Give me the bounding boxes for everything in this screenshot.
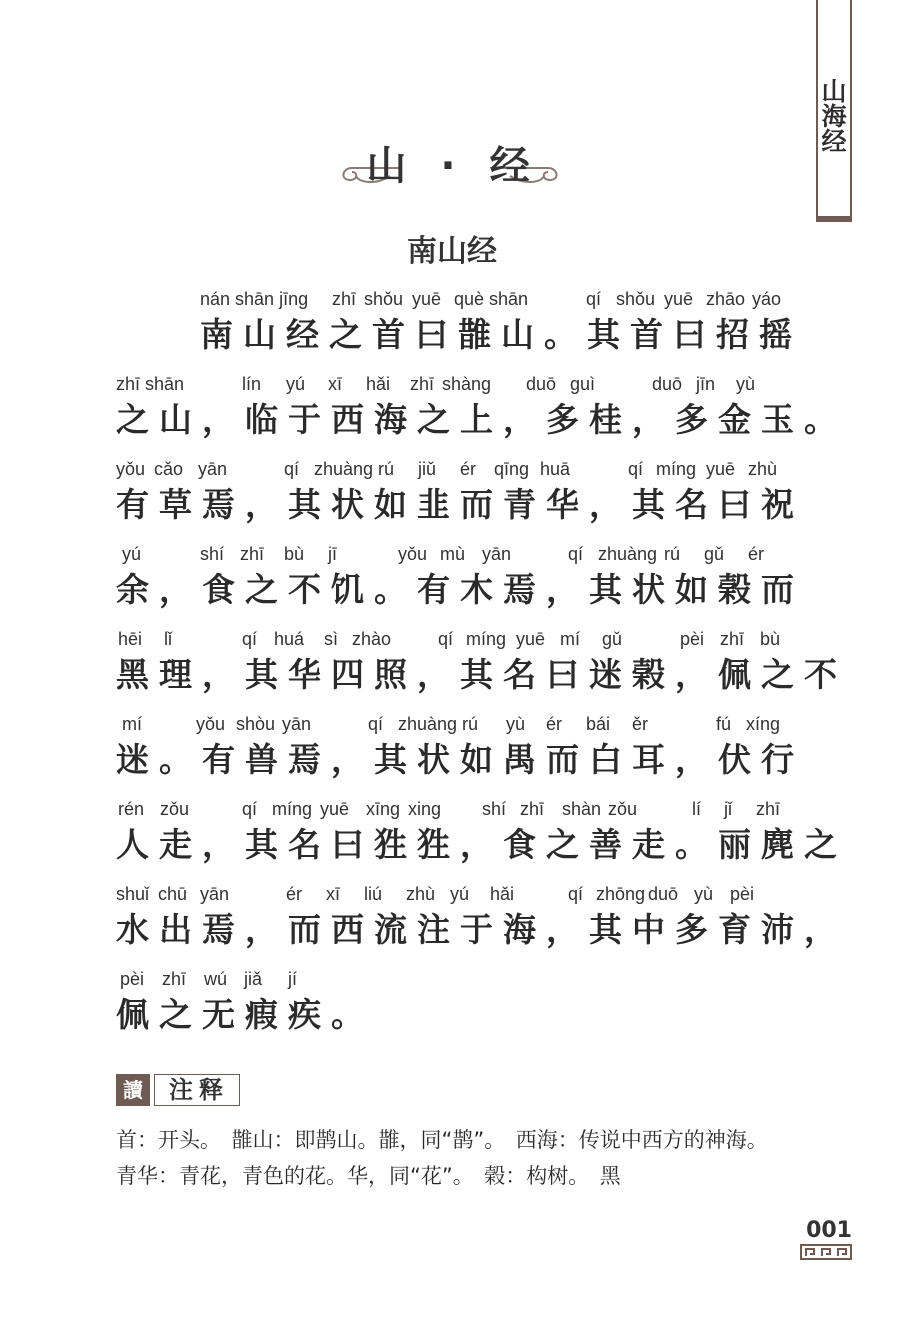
pinyin-syllable: xī [326, 884, 341, 904]
pinyin-syllable: mí [122, 714, 142, 734]
pinyin-syllable: ér [286, 884, 303, 904]
pinyin-syllable: zhī [756, 799, 781, 819]
pinyin-syllable: duō [652, 374, 683, 394]
pinyin-syllable: zhù [406, 884, 436, 904]
pinyin-syllable: pèi [680, 629, 705, 649]
pinyin-syllable: zhāo [706, 289, 746, 309]
pinyin-syllable: qí [568, 544, 584, 564]
pinyin-syllable: jiǔ [418, 459, 437, 479]
pinyin-syllable: qīng [494, 459, 530, 479]
pinyin-syllable: zhī [332, 289, 357, 309]
pinyin-syllable: yù [694, 884, 714, 904]
notes-text: 首：开头。 䧿山：即鹊山。䧿，同“鹊”。 西海：传说中西方的神海。 青华：青花，青色的花。华，同“花”。 榖：构树。 黑 [116, 1128, 779, 1188]
pinyin-syllable: shàn [562, 799, 602, 819]
text-line [116, 374, 847, 459]
pinyin-syllable: qí [568, 884, 584, 904]
notes-label: 注释 [154, 1074, 240, 1106]
pinyin-syllable: shí [482, 799, 507, 819]
pinyin-syllable: zhuàng [314, 459, 374, 479]
pinyin-syllable: yuē [664, 289, 694, 309]
pinyin-syllable: rú [664, 544, 681, 564]
pinyin-syllable: xíng [746, 714, 781, 734]
pinyin-syllable: yú [122, 544, 142, 564]
pinyin-syllable: pèi [120, 969, 145, 989]
pinyin-syllable: qí [242, 799, 258, 819]
pinyin-syllable: yuē [516, 629, 546, 649]
pinyin-syllable: rén [118, 799, 145, 819]
pinyin-row [116, 714, 792, 740]
pinyin-syllable: yú [450, 884, 470, 904]
pinyin-syllable: bái [586, 714, 611, 734]
pinyin-syllable: míng [466, 629, 507, 649]
pinyin-row [116, 799, 792, 825]
pinyin-syllable: yǒu [196, 714, 226, 734]
pinyin-row [116, 289, 792, 315]
pinyin-syllable: hǎi [366, 374, 391, 394]
pinyin-syllable: zhī [520, 799, 545, 819]
pinyin-syllable: zǒu [608, 799, 638, 819]
pinyin-syllable: yáo [752, 289, 782, 309]
pinyin-syllable: jīn [696, 374, 716, 394]
pinyin-syllable: qí [368, 714, 384, 734]
pinyin-syllable: shàng [442, 374, 492, 394]
pinyin-syllable: qí [242, 629, 258, 649]
pinyin-syllable: hēi [118, 629, 143, 649]
pinyin-syllable: mù [440, 544, 466, 564]
pinyin-syllable: yú [286, 374, 306, 394]
pinyin-syllable: jiǎ [244, 969, 263, 989]
pinyin-syllable: yǒu [116, 459, 146, 479]
pinyin-syllable: ér [546, 714, 563, 734]
text-line [116, 884, 847, 969]
pinyin-syllable: zhī [720, 629, 745, 649]
pinyin-syllable: shuǐ [116, 884, 150, 904]
hanzi-row: 佩之无瘕疾。 [116, 995, 374, 1034]
hanzi-row: 余，食之不饥。有木焉，其状如榖而 [116, 570, 804, 609]
pinyin-syllable: zhī [410, 374, 435, 394]
text-line [116, 714, 804, 799]
pinyin-syllable: ér [460, 459, 477, 479]
pinyin-syllable: yān [200, 884, 230, 904]
pinyin-syllable: zhuàng [398, 714, 458, 734]
hanzi-row: 迷。有兽焉，其状如禺而白耳，伏行 [116, 740, 804, 779]
page-number: 001 [806, 1218, 852, 1243]
hanzi-row: 水出焉，而西流注于海，其中多育沛， [116, 910, 847, 949]
pinyin-syllable: sì [324, 629, 339, 649]
pinyin-syllable: huā [540, 459, 571, 479]
pinyin-syllable: nán shān jīng [200, 289, 309, 309]
pinyin-syllable: lín [242, 374, 262, 394]
pinyin-syllable: hǎi [490, 884, 515, 904]
pinyin-syllable: qí [438, 629, 454, 649]
pinyin-syllable: shí [200, 544, 225, 564]
pinyin-syllable: liú [364, 884, 383, 904]
pinyin-syllable: guì [570, 374, 596, 394]
side-chapter-title: 山海经 [818, 78, 847, 153]
hanzi-row: 人走，其名曰狌狌，食之善走。丽麂之 [116, 825, 847, 864]
pinyin-syllable: bù [284, 544, 305, 564]
pinyin-syllable: ěr [632, 714, 649, 734]
pinyin-syllable: huá [274, 629, 305, 649]
pinyin-syllable: rú [462, 714, 479, 734]
pinyin-syllable: xing [408, 799, 442, 819]
pinyin-syllable: lí [692, 799, 701, 819]
pinyin-row [116, 374, 792, 400]
side-chapter-tab [816, 0, 852, 222]
pinyin-syllable: zǒu [160, 799, 190, 819]
hanzi-row: 黑理，其华四照，其名曰迷榖，佩之不 [116, 655, 847, 694]
pinyin-syllable: zhī shān [116, 374, 185, 394]
pinyin-syllable: pèi [730, 884, 755, 904]
pinyin-syllable: míng [656, 459, 697, 479]
hanzi-row: 之山，临于西海之上，多桂，多金玉。 [116, 400, 847, 439]
pinyin-syllable: yān [198, 459, 228, 479]
text-line [116, 969, 792, 1054]
text-line [116, 629, 847, 714]
chapter-heading [330, 128, 570, 198]
pinyin-row [116, 969, 792, 995]
pinyin-syllable: yǒu [398, 544, 428, 564]
text-line [116, 459, 804, 544]
pinyin-syllable: yù [506, 714, 526, 734]
pinyin-row [116, 884, 792, 910]
pinyin-syllable: zhōng [596, 884, 646, 904]
pinyin-syllable: xīng [366, 799, 401, 819]
fret-ornament-icon [800, 1244, 852, 1260]
pinyin-syllable: shòu [236, 714, 276, 734]
pinyin-syllable: qí [586, 289, 602, 309]
pinyin-syllable: shǒu [364, 289, 404, 309]
pinyin-syllable: qí [284, 459, 300, 479]
pinyin-syllable: gǔ [602, 629, 623, 649]
text-line [116, 544, 804, 629]
text-line [116, 799, 847, 884]
pinyin-syllable: bù [760, 629, 781, 649]
pinyin-syllable: yān [282, 714, 312, 734]
pinyin-syllable: yuē [412, 289, 442, 309]
chapter-title: 山·经 [366, 143, 564, 189]
pinyin-syllable: yuē [706, 459, 736, 479]
pinyin-syllable: què shān [454, 289, 529, 309]
hanzi-row: 有草焉，其状如韭而青华，其名曰祝 [116, 485, 804, 524]
main-text [116, 289, 847, 1054]
pinyin-syllable: jǐ [724, 799, 732, 819]
pinyin-syllable: gǔ [704, 544, 725, 564]
section-title: 南山经 [407, 234, 497, 269]
pinyin-syllable: jí [288, 969, 297, 989]
notes-icon: 讀 [116, 1074, 150, 1106]
pinyin-syllable: wú [204, 969, 228, 989]
pinyin-syllable: zhuàng [598, 544, 658, 564]
pinyin-syllable: qí [628, 459, 644, 479]
pinyin-syllable: xī [328, 374, 343, 394]
pinyin-syllable: zhī [162, 969, 187, 989]
pinyin-syllable: zhào [352, 629, 392, 649]
pinyin-row [116, 629, 792, 655]
pinyin-syllable: zhù [748, 459, 778, 479]
pinyin-syllable: chū [158, 884, 188, 904]
pinyin-syllable: shǒu [616, 289, 656, 309]
pinyin-syllable: mí [560, 629, 580, 649]
pinyin-syllable: jī [328, 544, 337, 564]
pinyin-syllable: zhī [240, 544, 265, 564]
pinyin-syllable: yuē [320, 799, 350, 819]
pinyin-syllable: míng [272, 799, 313, 819]
pinyin-syllable: ér [748, 544, 765, 564]
text-line [116, 289, 802, 374]
pinyin-row [116, 459, 792, 485]
pinyin-syllable: duō [648, 884, 679, 904]
pinyin-syllable: yān [482, 544, 512, 564]
pinyin-syllable: rú [378, 459, 395, 479]
pinyin-syllable: lǐ [164, 629, 172, 649]
hanzi-row: 南山经之首曰䧿山。其首曰招摇 [200, 315, 802, 354]
pinyin-row [116, 544, 792, 570]
pinyin-syllable: duō [526, 374, 557, 394]
pinyin-syllable: yù [736, 374, 756, 394]
pinyin-syllable: fú [716, 714, 732, 734]
pinyin-syllable: cǎo [154, 459, 184, 479]
